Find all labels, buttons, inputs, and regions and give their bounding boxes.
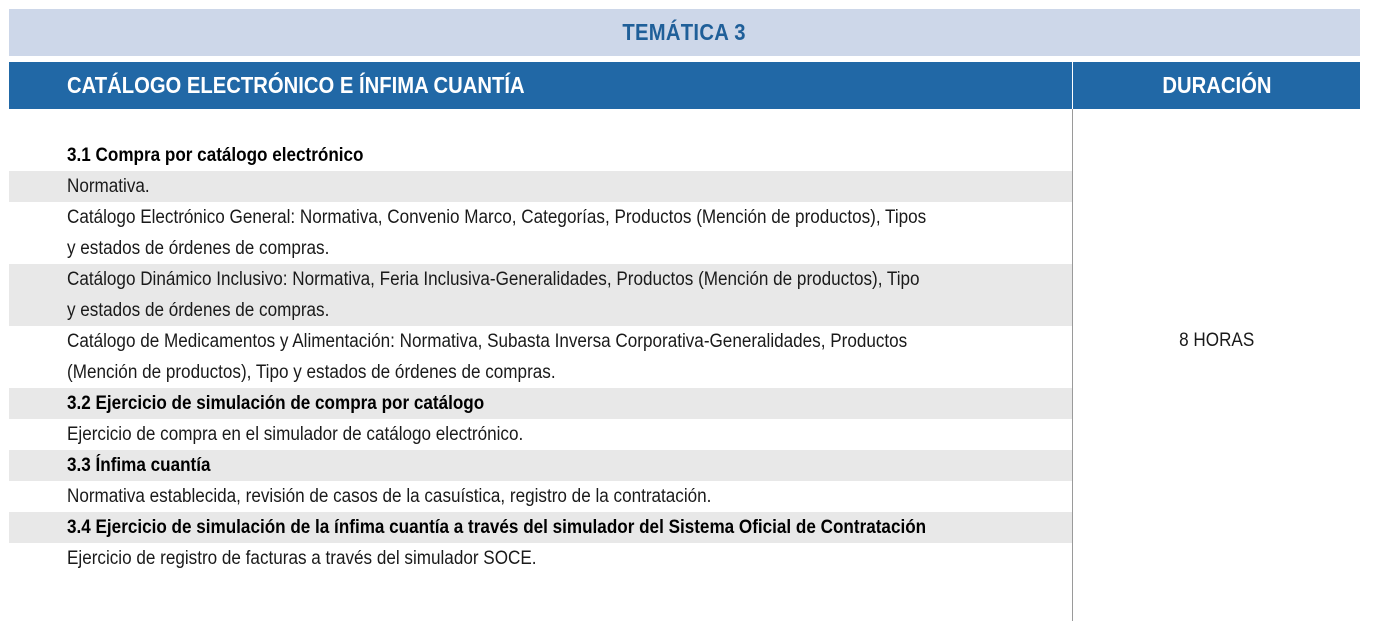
column-divider [1072,109,1073,621]
duration-text: 8 HORAS [1178,330,1255,351]
header-topic: CATÁLOGO ELECTRÓNICO E ÍNFIMA CUANTÍA [67,72,525,98]
list-item-text: 3.2 Ejercicio de simulación de compra por catálogo [67,393,485,414]
duration-value [1073,325,1360,356]
list-item [9,450,1072,481]
list-item [9,512,1072,543]
list-item-text: Catálogo de Medicamentos y Alimentación: Normativa, Subasta Inversa Corporativa-Generalidades, Productos (Mención de productos), Tipo y estados de órdenes de compras. [67,331,908,383]
list-item-text: Normativa establecida, revisión de casos de la casuística, registro de la contratación. [67,486,712,507]
list-item [9,326,1072,388]
list-item [9,140,1072,171]
list-item-text: Catálogo Dinámico Inclusivo: Normativa, Feria Inclusiva-Generalidades, Productos (Mención de productos), Tipo y estados de órdenes de compras. [67,269,920,321]
list-item [9,543,1072,574]
list-item [9,202,1072,264]
list-item [9,419,1072,450]
list-item-text: Catálogo Electrónico General: Normativa, Convenio Marco, Categorías, Productos (Mención de productos), Tipos y estados de órdenes de compras. [67,207,927,259]
list-item [9,171,1072,202]
header-duration [1073,62,1360,109]
list-item [9,388,1072,419]
list-item-text: Ejercicio de compra en el simulador de catálogo electrónico. [67,424,524,445]
list-item-text: 3.1 Compra por catálogo electrónico [67,145,364,166]
list-item-text: 3.3 Ínfima cuantía [67,455,211,476]
table-header [9,62,1360,109]
list-item [9,264,1072,326]
list-item-text: Ejercicio de registro de facturas a través del simulador SOCE. [67,548,537,569]
list-item-text: Normativa. [67,176,150,197]
list-item-text: 3.4 Ejercicio de simulación de la ínfima cuantía a través del simulador del Sistema Oficial de Contratación [67,517,927,538]
section-title-bar [9,9,1360,56]
list-item [9,481,1072,512]
section-title: TEMÁTICA 3 [622,19,747,45]
topic-list [9,140,1072,574]
header-duration-label: DURACIÓN [1161,72,1272,98]
